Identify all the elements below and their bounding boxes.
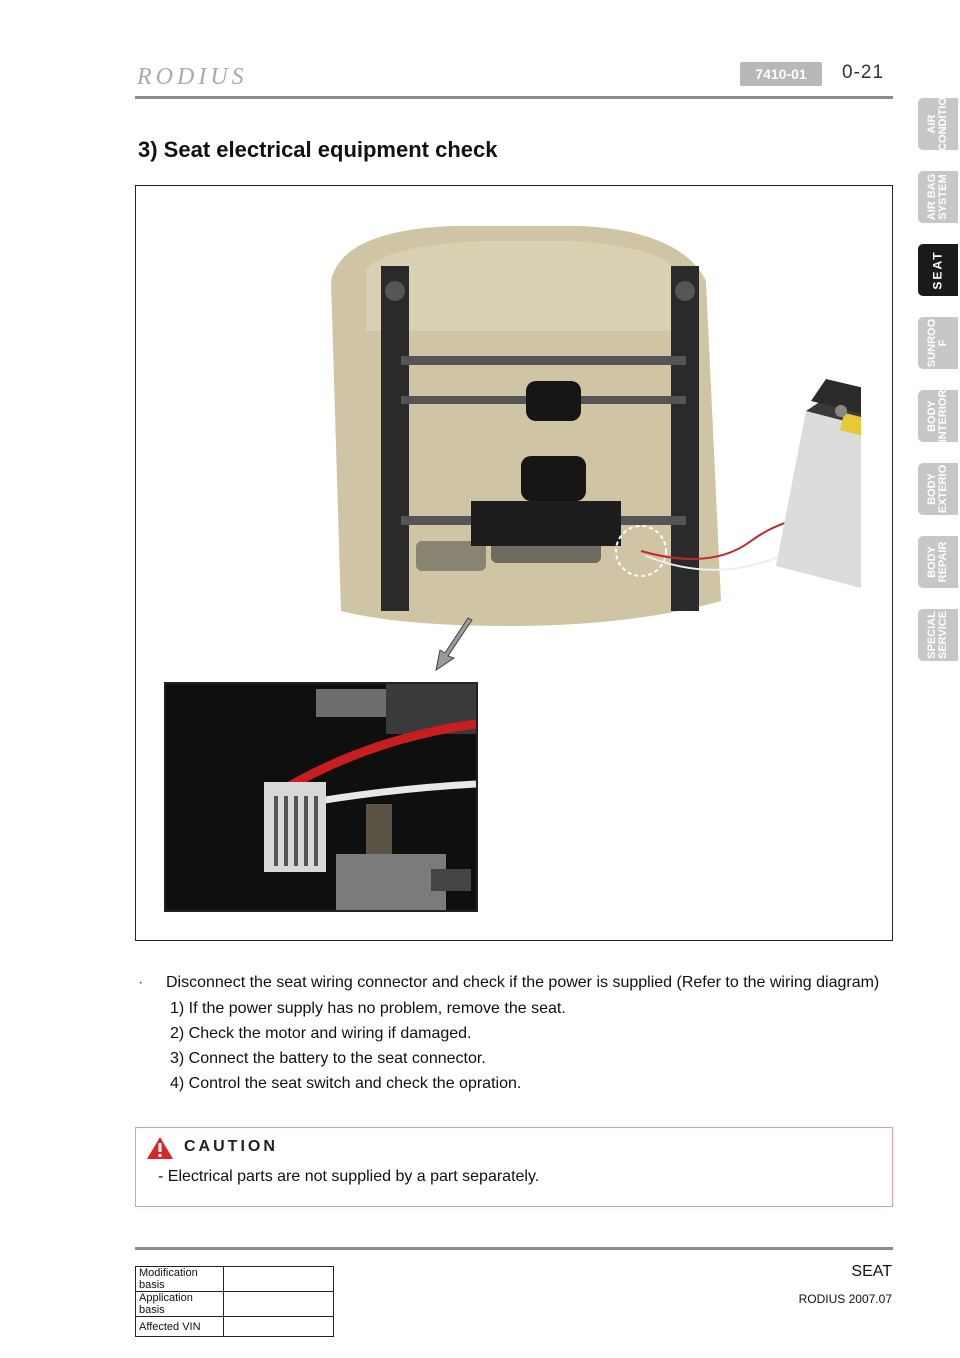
- warning-triangle-icon: [146, 1136, 174, 1160]
- tab-air-bag-system[interactable]: [918, 171, 958, 223]
- tab-air-conditioning[interactable]: [918, 98, 958, 150]
- tab-special-service[interactable]: [918, 609, 958, 661]
- tab-label: SUNROO F: [926, 318, 949, 368]
- tab-seat[interactable]: [918, 244, 958, 296]
- seat-battery-photo: [251, 211, 861, 631]
- figure-frame: [135, 185, 893, 941]
- rodius-logo: [135, 58, 295, 94]
- caution-box: [135, 1127, 893, 1207]
- modification-basis-value: [224, 1267, 334, 1292]
- application-basis-label: Application basis: [136, 1292, 224, 1317]
- table-row: [136, 1267, 334, 1292]
- tab-label: SEAT: [930, 250, 945, 290]
- steps-list: [170, 996, 893, 1096]
- step-1: 1) If the power supply has no problem, remove the seat.: [170, 1000, 566, 1017]
- tab-sunroof[interactable]: [918, 317, 958, 369]
- caution-text: - Electrical parts are not supplied by a part separately.: [158, 1168, 540, 1185]
- page-title: 3) Seat electrical equipment check: [138, 137, 498, 162]
- application-basis-value: [224, 1292, 334, 1317]
- modification-basis-label: Modification basis: [136, 1267, 224, 1292]
- section-code-badge: 7410-01: [740, 62, 822, 86]
- affected-vin-value: [224, 1317, 334, 1337]
- footer-divider: [135, 1247, 893, 1250]
- svg-text:RODIUS: RODIUS: [137, 64, 248, 90]
- tab-label: SPECIAL SERVICE: [926, 610, 949, 660]
- intro-text: Disconnect the seat wiring connector and check if the power is supplied (Refer to the wiring diagram): [166, 974, 880, 991]
- step-2: 2) Check the motor and wiring if damaged.: [170, 1025, 472, 1042]
- instruction-intro: [138, 970, 893, 995]
- instructions: [138, 970, 893, 1096]
- caution-title: CAUTION: [184, 1138, 278, 1155]
- footer-section-name: SEAT: [851, 1263, 892, 1280]
- table-row: [136, 1292, 334, 1317]
- tab-body-repair[interactable]: [918, 536, 958, 588]
- zoom-arrow-icon: [428, 616, 478, 674]
- page-number: 0-21: [842, 62, 885, 83]
- header-divider: [135, 96, 893, 99]
- modification-table: [135, 1266, 334, 1337]
- table-row: [136, 1317, 334, 1337]
- step-4: 4) Control the seat switch and check the opration.: [170, 1075, 522, 1092]
- tab-label: BODY INTERIOR: [926, 389, 949, 443]
- tab-label: BODY EXTERIO: [926, 464, 949, 514]
- connector-closeup-photo: [164, 682, 478, 912]
- tab-label: AIR CONDITIO: [926, 97, 949, 151]
- step-3: 3) Connect the battery to the seat connector.: [170, 1050, 486, 1067]
- bullet: ·: [138, 974, 144, 991]
- tab-body-interior[interactable]: [918, 390, 958, 442]
- affected-vin-label: Affected VIN: [136, 1317, 224, 1337]
- tab-body-exterior[interactable]: [918, 463, 958, 515]
- tab-label: AIR BAG SYSTEM: [926, 173, 949, 221]
- footer-model: RODIUS 2007.07: [798, 1292, 892, 1306]
- tab-label: BODY REPAIR: [926, 541, 949, 583]
